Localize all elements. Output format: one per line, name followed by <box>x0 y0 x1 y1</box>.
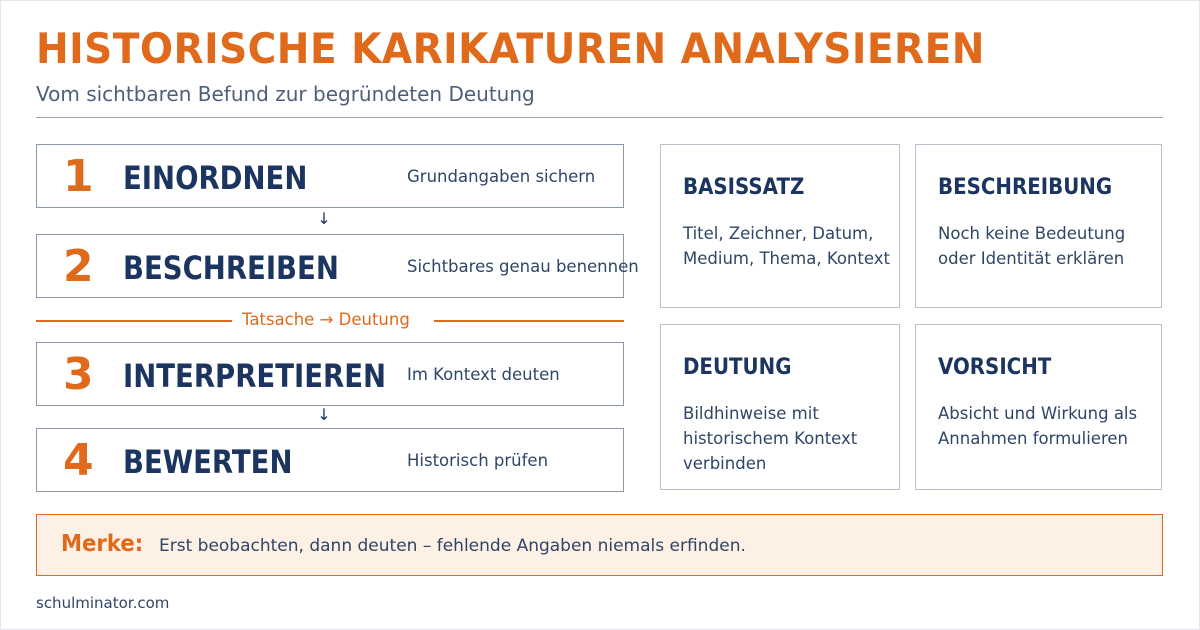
divider-line-right <box>434 320 624 322</box>
card-heading: BASISSATZ <box>683 175 805 200</box>
step-description: Grundangaben sichern <box>407 167 596 186</box>
card-body: Absicht und Wirkung als Annahmen formulieren <box>938 404 1138 448</box>
card-body: Titel, Zeichner, Datum, Medium, Thema, Kontext <box>683 224 890 268</box>
remember-box <box>36 514 1163 576</box>
step-label: EINORDNEN <box>123 159 308 197</box>
divider-line-left <box>36 320 232 322</box>
step-beschreiben <box>36 234 639 298</box>
card-basissatz <box>660 144 900 308</box>
card-heading: BESCHREIBUNG <box>938 175 1113 200</box>
footer-site-link[interactable]: schulminator.com <box>36 594 170 612</box>
page-title: HISTORISCHE KARIKATUREN ANALYSIEREN <box>36 24 985 73</box>
step-number: 1 <box>63 151 94 202</box>
arrow-down-icon: ↓ <box>317 209 331 228</box>
header-divider <box>36 117 1163 118</box>
card-beschreibung <box>915 144 1162 308</box>
step-number: 4 <box>63 435 94 486</box>
step-description: Sichtbares genau benennen <box>407 257 639 276</box>
step-number: 2 <box>63 241 94 292</box>
remember-text: Erst beobachten, dann deuten – fehlende Angaben niemals erfinden. <box>159 536 746 556</box>
card-heading: VORSICHT <box>938 355 1052 380</box>
step-label: INTERPRETIEREN <box>123 357 387 395</box>
card-deutung <box>660 324 900 490</box>
card-vorsicht <box>915 324 1162 490</box>
transition-label: Tatsache → Deutung <box>242 310 410 329</box>
step-description: Historisch prüfen <box>407 451 549 470</box>
arrow-down-icon: ↓ <box>317 405 331 424</box>
step-label: BESCHREIBEN <box>123 249 339 287</box>
remember-label: Merke: <box>61 531 144 557</box>
step-einordnen <box>36 144 624 208</box>
page-subtitle: Vom sichtbaren Befund zur begründeten Deutung <box>36 82 535 106</box>
step-interpretieren <box>36 342 624 406</box>
step-bewerten <box>36 428 624 492</box>
step-description: Im Kontext deuten <box>407 365 560 384</box>
step-number: 3 <box>63 349 94 400</box>
card-heading: DEUTUNG <box>683 355 792 380</box>
step-label: BEWERTEN <box>123 443 293 481</box>
card-body: Noch keine Bedeutung oder Identität erklären <box>938 224 1126 268</box>
fact-to-interpretation-divider <box>36 308 624 334</box>
card-body: Bildhinweise mit historischem Kontext verbinden <box>683 404 858 473</box>
